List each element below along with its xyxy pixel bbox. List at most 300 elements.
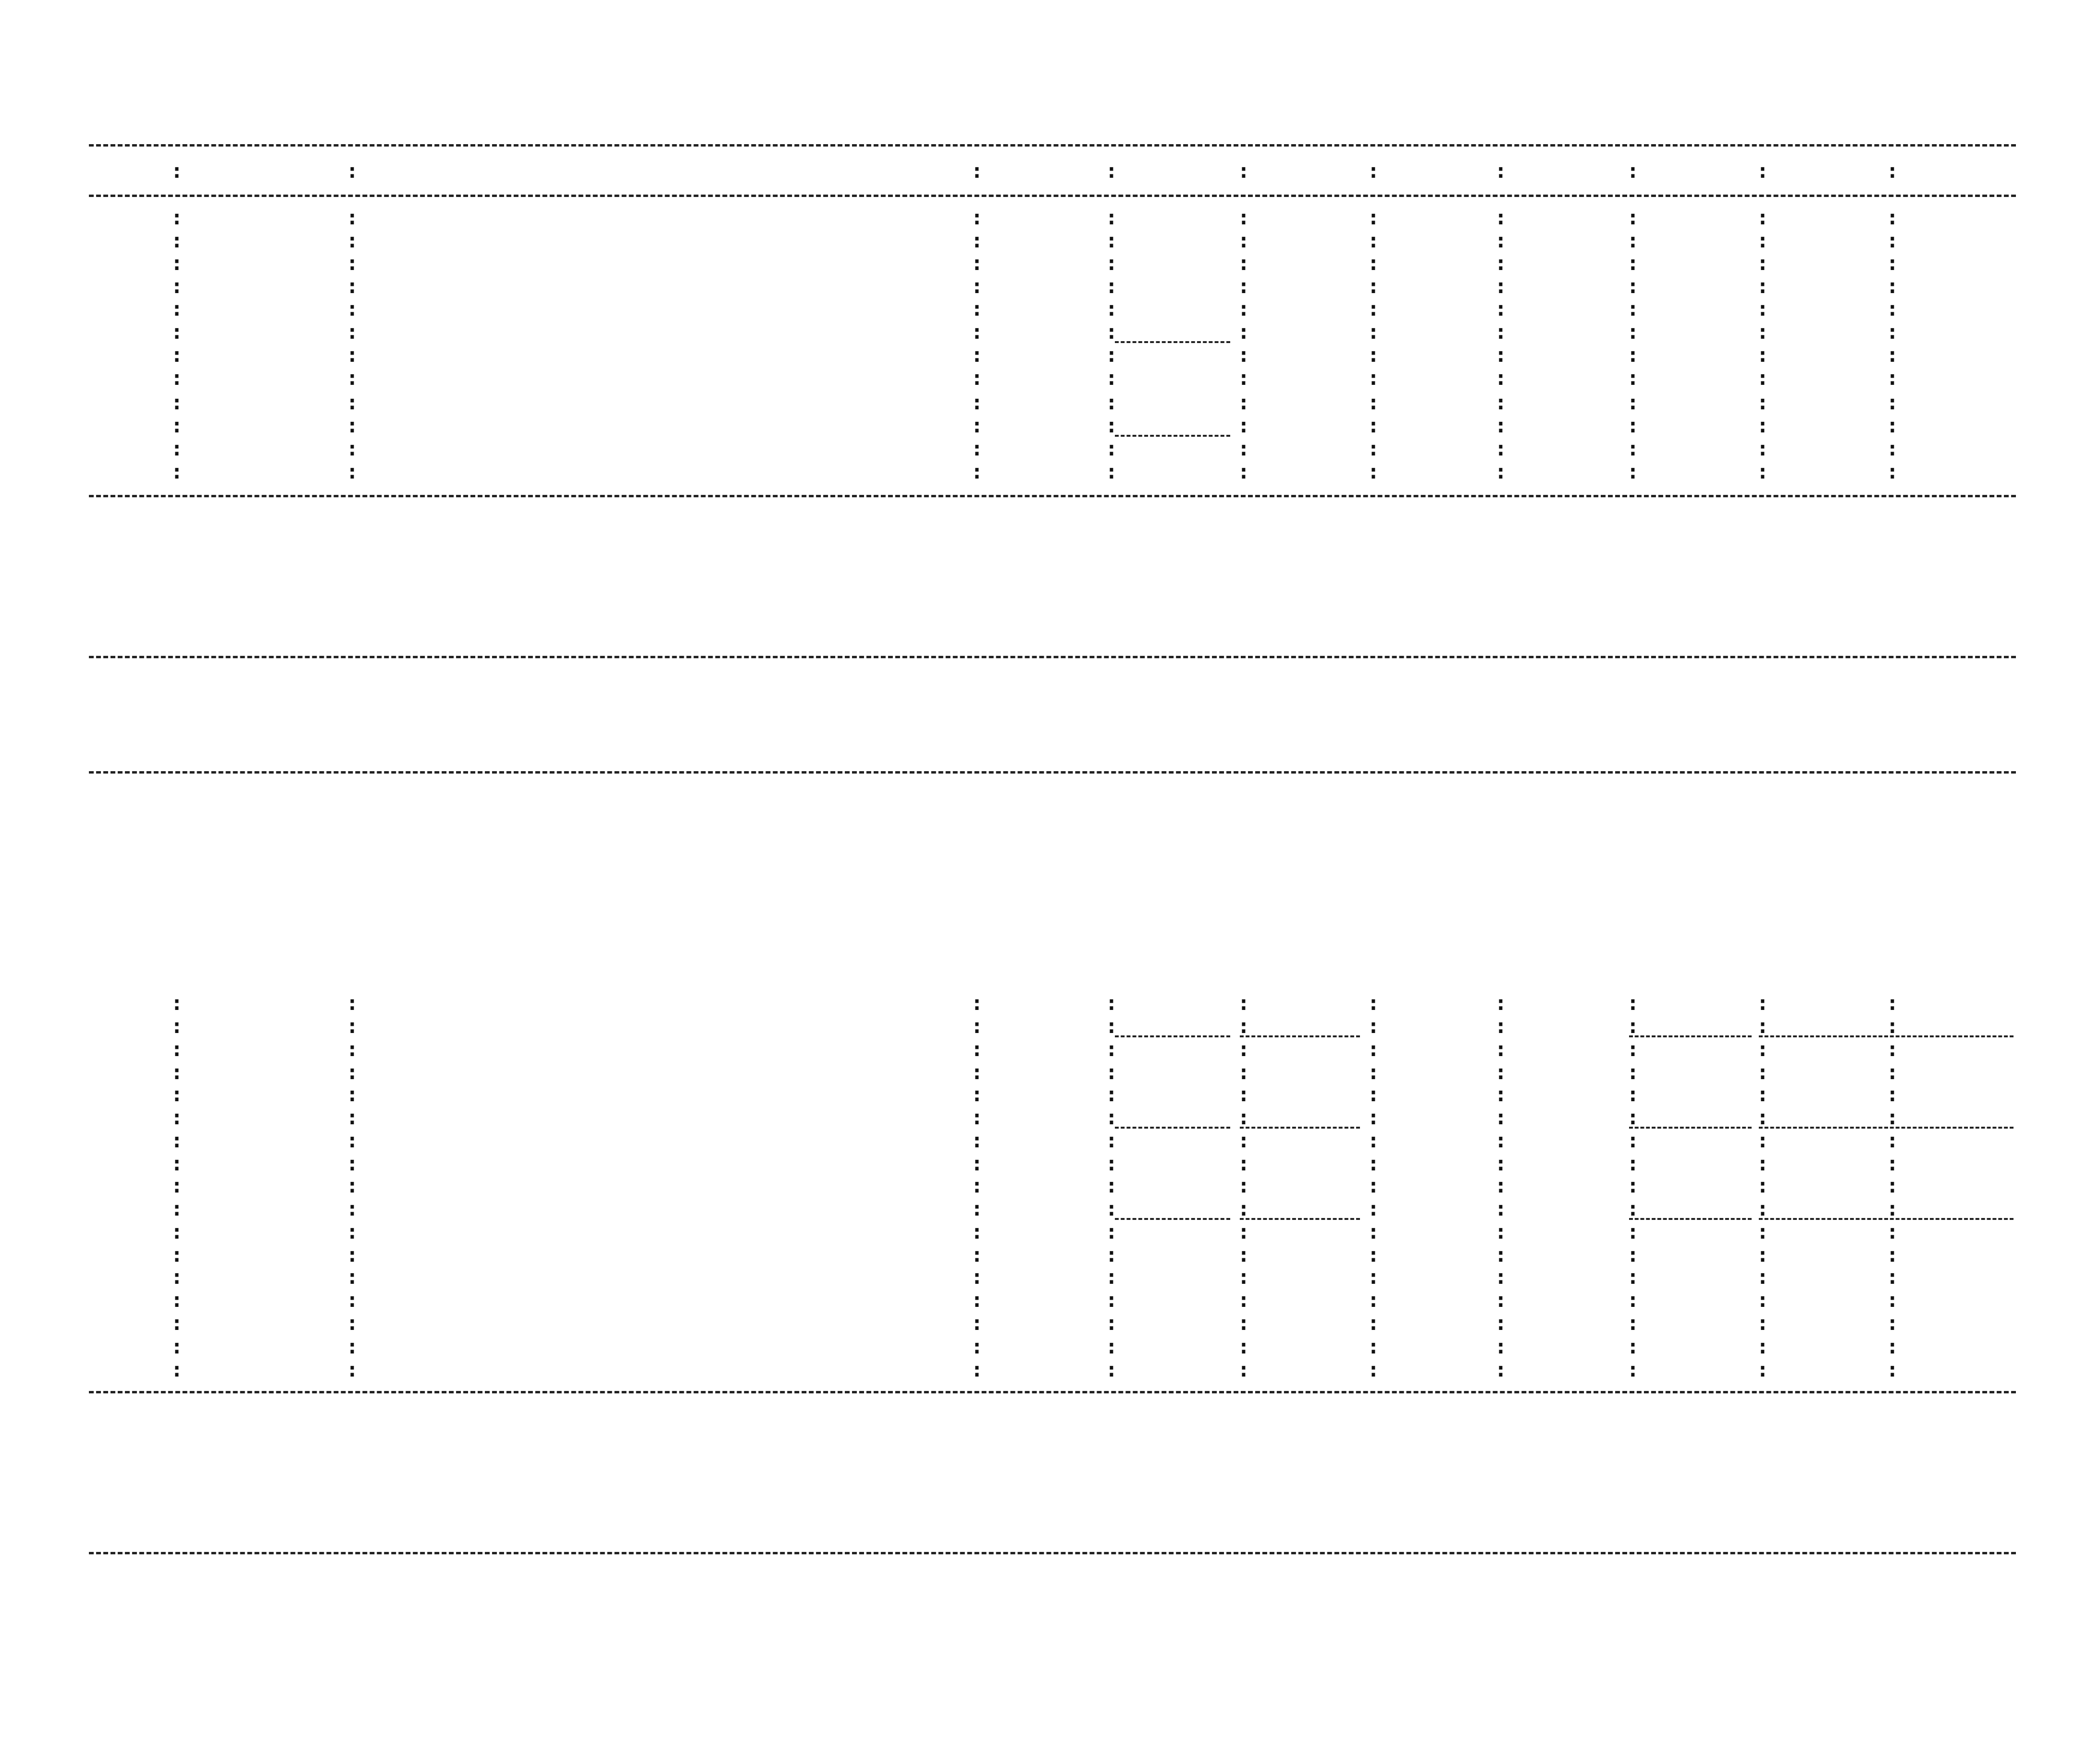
column-separator: : [1367,1265,1380,1289]
sub-rule [1629,1127,1752,1129]
column-separator: : [971,1311,983,1335]
sub-rule [1115,1035,1230,1037]
column-separator: : [1105,391,1118,415]
column-separator: : [1495,206,1507,230]
column-separator: : [1105,343,1118,367]
column-separator: : [1367,1014,1380,1038]
column-separator: : [1237,1174,1250,1198]
column-separator: : [1367,343,1380,367]
column-separator: : [1367,1197,1380,1221]
sub-rule [1115,1127,1230,1129]
column-separator: : [971,437,983,461]
column-separator: : [1627,1037,1639,1061]
column-separator: : [1756,297,1769,321]
column-separator: : [971,1265,983,1289]
column-separator: : [1886,1014,1899,1038]
column-separator: : [171,320,183,344]
column-separator: : [1367,1037,1380,1061]
column-separator: : [1886,251,1899,275]
dashed-rule [89,1391,2016,1393]
column-separator: : [346,991,358,1015]
column-separator: : [1495,460,1507,484]
dashed-rule [89,1552,2016,1554]
column-separator: : [1495,1014,1507,1038]
column-separator: : [1105,1197,1118,1221]
column-separator: : [1237,159,1250,183]
column-separator: : [1886,1243,1899,1267]
column-separator: : [1886,1060,1899,1084]
column-separator: : [1495,1037,1507,1061]
column-separator: : [1627,1129,1639,1153]
column-separator: : [1886,1358,1899,1382]
column-separator: : [1367,1220,1380,1244]
column-separator: : [1237,1197,1250,1221]
column-separator: : [1627,251,1639,275]
column-separator: : [171,206,183,230]
column-separator: : [1495,414,1507,438]
column-separator: : [1105,366,1118,390]
column-separator: : [1627,1082,1639,1107]
column-separator: : [1886,1037,1899,1061]
column-separator: : [1627,437,1639,461]
column-separator: : [346,1106,358,1130]
column-separator: : [1367,229,1380,253]
column-separator: : [1886,343,1899,367]
column-separator: : [1237,391,1250,415]
column-separator: : [1886,274,1899,298]
column-separator: : [171,1106,183,1130]
column-separator: : [171,1220,183,1244]
column-separator: : [971,1060,983,1084]
column-separator: : [1756,229,1769,253]
column-separator: : [971,414,983,438]
column-separator: : [1237,297,1250,321]
sub-rule [1240,1127,1360,1129]
column-separator: : [346,274,358,298]
column-separator: : [1886,1335,1899,1359]
column-separator: : [1756,437,1769,461]
column-separator: : [346,251,358,275]
sub-rule [1759,1218,2014,1220]
column-separator: : [1495,229,1507,253]
dashed-rule [89,771,2016,774]
column-separator: : [1367,1335,1380,1359]
column-separator: : [1756,343,1769,367]
column-separator: : [1495,1197,1507,1221]
column-separator: : [1495,1311,1507,1335]
column-separator: : [1495,1220,1507,1244]
column-separator: : [1237,1106,1250,1130]
column-separator: : [971,251,983,275]
column-separator: : [1367,1358,1380,1382]
column-separator: : [1105,1106,1118,1130]
column-separator: : [1627,1152,1639,1176]
column-separator: : [971,274,983,298]
column-separator: : [1886,1129,1899,1153]
column-separator: : [1237,1265,1250,1289]
column-separator: : [971,159,983,183]
column-separator: : [1105,1129,1118,1153]
column-separator: : [171,1358,183,1382]
column-separator: : [1105,1265,1118,1289]
column-separator: : [1367,1243,1380,1267]
column-separator: : [346,297,358,321]
column-separator: : [1756,366,1769,390]
column-separator: : [1367,320,1380,344]
column-separator: : [1756,320,1769,344]
column-separator: : [1105,1288,1118,1312]
column-separator: : [1105,297,1118,321]
column-separator: : [171,274,183,298]
column-separator: : [346,460,358,484]
column-separator: : [1105,460,1118,484]
column-separator: : [1886,460,1899,484]
column-separator: : [1756,1174,1769,1198]
column-separator: : [1756,1060,1769,1084]
column-separator: : [1495,1174,1507,1198]
sub-rule [1115,435,1230,437]
column-separator: : [346,437,358,461]
column-separator: : [1627,1358,1639,1382]
column-separator: : [1237,1311,1250,1335]
column-separator: : [1886,1220,1899,1244]
column-separator: : [171,460,183,484]
column-separator: : [1756,460,1769,484]
column-separator: : [1756,1037,1769,1061]
column-separator: : [1237,437,1250,461]
column-separator: : [1886,1197,1899,1221]
column-separator: : [1627,1335,1639,1359]
column-separator: : [971,297,983,321]
column-separator: : [171,229,183,253]
column-separator: : [1367,206,1380,230]
column-separator: : [1627,1288,1639,1312]
column-separator: : [1367,159,1380,183]
column-separator: : [1886,1311,1899,1335]
column-separator: : [1105,1014,1118,1038]
column-separator: : [1367,366,1380,390]
column-separator: : [971,460,983,484]
column-separator: : [171,391,183,415]
column-separator: : [1237,1014,1250,1038]
column-separator: : [1886,1082,1899,1107]
sub-rule [1629,1218,1752,1220]
column-separator: : [1367,991,1380,1015]
column-separator: : [1495,159,1507,183]
column-separator: : [1495,991,1507,1015]
column-separator: : [1627,1265,1639,1289]
column-separator: : [971,1197,983,1221]
column-separator: : [171,1265,183,1289]
sub-rule [1759,1035,2014,1037]
column-separator: : [1105,229,1118,253]
column-separator: : [1886,1288,1899,1312]
column-separator: : [1367,1311,1380,1335]
column-separator: : [1756,391,1769,415]
column-separator: : [1886,297,1899,321]
column-separator: : [346,1037,358,1061]
column-separator: : [1367,460,1380,484]
sub-rule [1240,1035,1360,1037]
column-separator: : [1627,1014,1639,1038]
column-separator: : [1237,1288,1250,1312]
column-separator: : [971,366,983,390]
column-separator: : [1237,1129,1250,1153]
column-separator: : [171,1060,183,1084]
column-separator: : [1237,460,1250,484]
column-separator: : [971,1220,983,1244]
column-separator: : [1367,1106,1380,1130]
column-separator: : [971,391,983,415]
header-rule [89,195,2016,197]
column-separator: : [171,991,183,1015]
column-separator: : [1886,391,1899,415]
column-separator: : [1367,297,1380,321]
column-separator: : [346,320,358,344]
column-separator: : [1627,460,1639,484]
column-separator: : [346,1197,358,1221]
column-separator: : [171,1197,183,1221]
column-separator: : [1237,366,1250,390]
column-separator: : [1237,1358,1250,1382]
column-separator: : [1367,414,1380,438]
column-separator: : [1237,1082,1250,1107]
column-separator: : [1886,1152,1899,1176]
sub-rule [1629,1035,1752,1037]
column-separator: : [1105,414,1118,438]
column-separator: : [171,1243,183,1267]
column-separator: : [1756,1129,1769,1153]
column-separator: : [1237,206,1250,230]
column-separator: : [971,1243,983,1267]
column-separator: : [1495,437,1507,461]
column-separator: : [1237,1060,1250,1084]
sub-rule [1240,1218,1360,1220]
column-separator: : [1627,320,1639,344]
column-separator: : [171,414,183,438]
column-separator: : [1886,229,1899,253]
column-separator: : [971,343,983,367]
column-separator: : [1105,1243,1118,1267]
column-separator: : [1495,343,1507,367]
column-separator: : [1367,1288,1380,1312]
column-separator: : [1105,1152,1118,1176]
column-separator: : [1886,437,1899,461]
column-separator: : [171,366,183,390]
column-separator: : [1756,414,1769,438]
column-separator: : [1756,1335,1769,1359]
column-separator: : [171,297,183,321]
column-separator: : [1627,414,1639,438]
column-separator: : [346,159,358,183]
column-separator: : [1627,1197,1639,1221]
column-separator: : [1105,1311,1118,1335]
column-separator: : [971,1288,983,1312]
column-separator: : [1886,159,1899,183]
column-separator: : [1237,343,1250,367]
column-separator: : [346,229,358,253]
column-separator: : [1627,206,1639,230]
column-separator: : [346,414,358,438]
column-separator: : [971,229,983,253]
column-separator: : [346,1265,358,1289]
column-separator: : [346,391,358,415]
column-separator: : [1105,320,1118,344]
column-separator: : [1886,991,1899,1015]
column-separator: : [1756,159,1769,183]
column-separator: : [1886,206,1899,230]
dashed-rule [89,656,2016,658]
dashed-rule [89,495,2016,497]
column-separator: : [1627,229,1639,253]
column-separator: : [346,1129,358,1153]
column-separator: : [1756,1265,1769,1289]
column-separator: : [1237,274,1250,298]
sub-rule [1759,1127,2014,1129]
column-separator: : [1756,1082,1769,1107]
column-separator: : [1886,366,1899,390]
column-separator: : [1367,437,1380,461]
column-separator: : [1105,159,1118,183]
column-separator: : [1367,1129,1380,1153]
column-separator: : [1756,1243,1769,1267]
column-separator: : [346,1174,358,1198]
column-separator: : [171,1037,183,1061]
column-separator: : [1367,1060,1380,1084]
column-separator: : [346,1014,358,1038]
column-separator: : [1627,1060,1639,1084]
column-separator: : [1367,391,1380,415]
column-separator: : [1627,1106,1639,1130]
column-separator: : [346,1335,358,1359]
column-separator: : [346,1288,358,1312]
column-separator: : [171,1082,183,1107]
column-separator: : [346,1243,358,1267]
column-separator: : [1756,1106,1769,1130]
column-separator: : [1105,991,1118,1015]
column-separator: : [1495,1082,1507,1107]
column-separator: : [1627,297,1639,321]
column-separator: : [1627,1311,1639,1335]
column-separator: : [971,320,983,344]
column-separator: : [1495,297,1507,321]
column-separator: : [971,1014,983,1038]
column-separator: : [1495,320,1507,344]
column-separator: : [346,343,358,367]
column-separator: : [1105,1335,1118,1359]
column-separator: : [1495,1152,1507,1176]
column-separator: : [1627,991,1639,1015]
column-separator: : [171,1335,183,1359]
column-separator: : [1886,320,1899,344]
column-separator: : [1495,391,1507,415]
column-separator: : [1367,1174,1380,1198]
column-separator: : [171,343,183,367]
sub-rule [1115,341,1230,343]
column-separator: : [971,1129,983,1153]
column-separator: : [1105,437,1118,461]
column-separator: : [1367,1152,1380,1176]
column-separator: : [971,1335,983,1359]
column-separator: : [1495,1243,1507,1267]
column-separator: : [1237,320,1250,344]
column-separator: : [1886,1265,1899,1289]
column-separator: : [171,1311,183,1335]
column-separator: : [171,1288,183,1312]
column-separator: : [171,251,183,275]
column-separator: : [971,1037,983,1061]
column-separator: : [1495,1265,1507,1289]
column-separator: : [1886,1106,1899,1130]
column-separator: : [1237,1152,1250,1176]
column-separator: : [1495,251,1507,275]
column-separator: : [1105,1060,1118,1084]
column-separator: : [1237,251,1250,275]
column-separator: : [171,1014,183,1038]
column-separator: : [1627,1220,1639,1244]
column-separator: : [1756,1311,1769,1335]
top-rule [89,144,2016,147]
column-separator: : [971,206,983,230]
column-separator: : [1756,274,1769,298]
column-separator: : [1495,1358,1507,1382]
column-separator: : [1367,274,1380,298]
column-separator: : [346,1358,358,1382]
column-separator: : [1886,414,1899,438]
column-separator: : [1756,1358,1769,1382]
column-separator: : [1237,991,1250,1015]
column-separator: : [971,1106,983,1130]
column-separator: : [171,1152,183,1176]
sub-rule [1115,1218,1230,1220]
column-separator: : [1237,229,1250,253]
column-separator: : [971,1174,983,1198]
column-separator: : [1495,1288,1507,1312]
column-separator: : [1627,159,1639,183]
column-separator: : [1237,1220,1250,1244]
column-separator: : [1627,391,1639,415]
column-separator: : [971,1152,983,1176]
column-separator: : [346,1082,358,1107]
column-separator: : [1756,251,1769,275]
column-separator: : [171,1174,183,1198]
column-separator: : [346,1311,358,1335]
column-separator: : [1756,1220,1769,1244]
column-separator: : [1495,366,1507,390]
column-separator: : [1105,1174,1118,1198]
column-separator: : [1756,1014,1769,1038]
column-separator: : [1627,1243,1639,1267]
column-separator: : [1495,1129,1507,1153]
column-separator: : [1367,1082,1380,1107]
column-separator: : [1237,1037,1250,1061]
column-separator: : [971,1358,983,1382]
column-separator: : [1105,1220,1118,1244]
column-separator: : [1105,1082,1118,1107]
column-separator: : [171,159,183,183]
column-separator: : [971,1082,983,1107]
column-separator: : [1495,1106,1507,1130]
column-separator: : [1886,1174,1899,1198]
column-separator: : [346,206,358,230]
column-separator: : [1627,1174,1639,1198]
column-separator: : [1627,274,1639,298]
column-separator: : [1627,343,1639,367]
column-separator: : [1367,251,1380,275]
column-separator: : [346,1152,358,1176]
column-separator: : [346,1220,358,1244]
column-separator: : [346,366,358,390]
